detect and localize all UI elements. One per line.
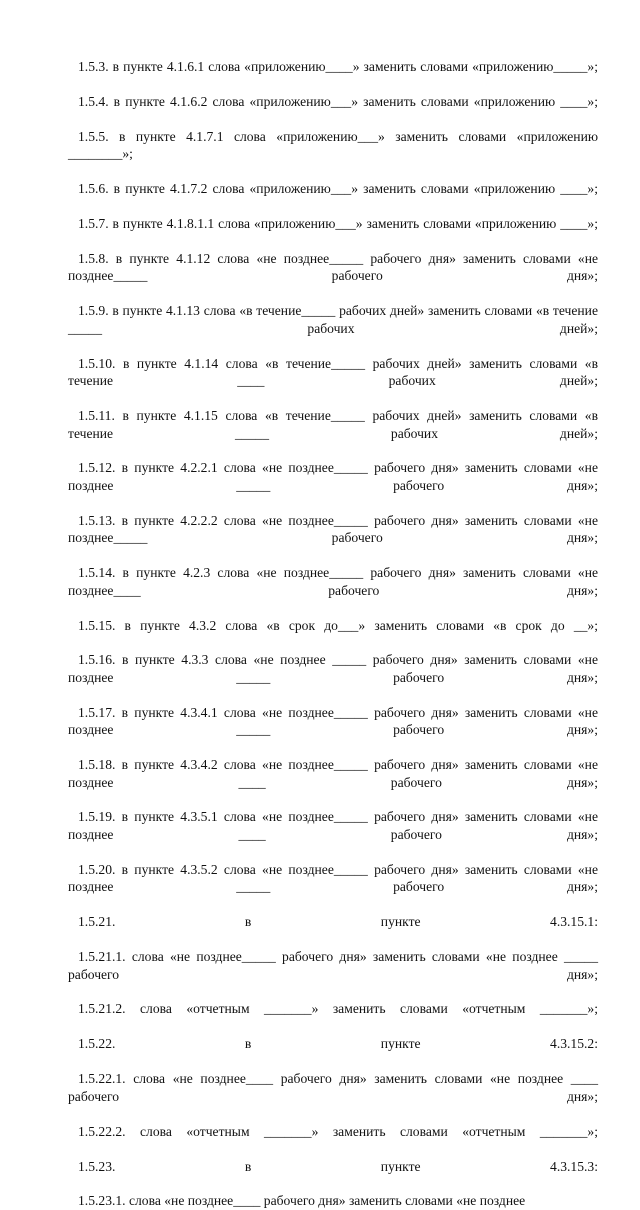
paragraph-1-5-14: 1.5.14. в пункте 4.2.3 слова «не позднее_____ рабочего дня» заменить словами «не позднее____ рабочего дня»; xyxy=(68,565,598,598)
paragraph-1-5-21-1: 1.5.21.1. слова «не позднее_____ рабочего дня» заменить словами «не позднее _____ рабочего дня»; xyxy=(68,949,598,982)
paragraph-1-5-22-1: 1.5.22.1. слова «не позднее____ рабочего дня» заменить словами «не позднее ____ рабочего дня»; xyxy=(68,1071,598,1104)
paragraph-1-5-22: 1.5.22. в пункте 4.3.15.2: xyxy=(78,1036,598,1052)
paragraph-1-5-9: 1.5.9. в пункте 4.1.13 слова «в течение_____ рабочих дней» заменить словами «в течение _____ рабочих дней»; xyxy=(68,303,598,336)
paragraph-1-5-21: 1.5.21. в пункте 4.3.15.1: xyxy=(78,914,598,930)
paragraph-1-5-12: 1.5.12. в пункте 4.2.2.1 слова «не позднее_____ рабочего дня» заменить словами «не позднее _____ рабочего дня»; xyxy=(68,460,598,493)
paragraph-1-5-20: 1.5.20. в пункте 4.3.5.2 слова «не позднее_____ рабочего дня» заменить словами «не позднее _____ рабочего дня»; xyxy=(68,861,598,895)
paragraph-1-5-21-2: 1.5.21.2. слова «отчетным _______» заменить словами «отчетным _______»; xyxy=(78,1001,598,1017)
paragraph-1-5-23-1: 1.5.23.1. слова «не позднее____ рабочего дня» заменить словами «не позднее xyxy=(78,1193,526,1209)
paragraph-1-5-6: 1.5.6. в пункте 4.1.7.2 слова «приложению___» заменить словами «приложению ____»; xyxy=(78,181,598,197)
document-page xyxy=(68,58,598,1210)
paragraph-1-5-7: 1.5.7. в пункте 4.1.8.1.1 слова «приложению___» заменить словами «приложению ____»; xyxy=(78,216,598,232)
paragraph-1-5-4: 1.5.4. в пункте 4.1.6.2 слова «приложению___» заменить словами «приложению ____»; xyxy=(78,93,598,109)
paragraph-1-5-23: 1.5.23. в пункте 4.3.15.3: xyxy=(78,1158,598,1174)
paragraph-1-5-15: 1.5.15. в пункте 4.3.2 слова «в срок до___» заменить словами «в срок до __»; xyxy=(78,617,598,633)
paragraph-1-5-8: 1.5.8. в пункте 4.1.12 слова «не позднее_____ рабочего дня» заменить словами «не позднее_____ рабочего дня»; xyxy=(68,250,598,284)
paragraph-1-5-13: 1.5.13. в пункте 4.2.2.2 слова «не позднее_____ рабочего дня» заменить словами «не позднее_____ рабочего дня»; xyxy=(68,512,598,546)
paragraph-1-5-16: 1.5.16. в пункте 4.3.3 слова «не позднее _____ рабочего дня» заменить словами «не позднее _____ рабочего дня»; xyxy=(68,652,598,685)
paragraph-1-5-11: 1.5.11. в пункте 4.1.15 слова «в течение_____ рабочих дней» заменить словами «в течение _____ рабочих дней»; xyxy=(68,408,598,441)
paragraph-1-5-17: 1.5.17. в пункте 4.3.4.1 слова «не позднее_____ рабочего дня» заменить словами «не позднее _____ рабочего дня»; xyxy=(68,704,598,738)
paragraph-1-5-10: 1.5.10. в пункте 4.1.14 слова «в течение_____ рабочих дней» заменить словами «в течение ____ рабочих дней»; xyxy=(68,355,598,389)
paragraph-1-5-19: 1.5.19. в пункте 4.3.5.1 слова «не позднее_____ рабочего дня» заменить словами «не позднее ____ рабочего дня»; xyxy=(68,809,598,842)
paragraph-1-5-5: 1.5.5. в пункте 4.1.7.1 слова «приложению___» заменить словами «приложению ________»; xyxy=(68,128,598,162)
paragraph-1-5-3: 1.5.3. в пункте 4.1.6.1 слова «приложению____» заменить словами «приложению_____»; xyxy=(78,59,598,74)
paragraph-1-5-18: 1.5.18. в пункте 4.3.4.2 слова «не позднее_____ рабочего дня» заменить словами «не позднее ____ рабочего дня»; xyxy=(68,757,598,790)
paragraph-1-5-22-2: 1.5.22.2. слова «отчетным _______» заменить словами «отчетным _______»; xyxy=(78,1123,598,1139)
